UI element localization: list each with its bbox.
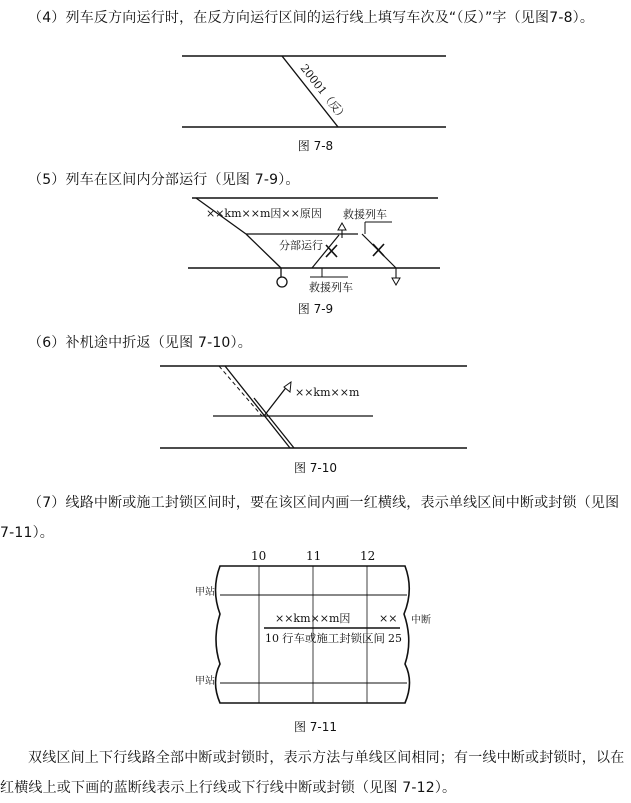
fig711-interrupt-label: 中断 — [411, 615, 431, 626]
fig79-caption: 图 7-9 — [297, 302, 334, 316]
fig711-closure-start: 10 — [265, 632, 279, 645]
fig711-reason-label: ××km××m因 — [275, 612, 351, 625]
paragraph-4: （4）列车反方向运行时，在反方向运行区间的运行线上填写车次及“（反）”字（见图7-8）。 — [28, 10, 595, 26]
paragraph-6: （6）补机途中折返（见图 7-10）。 — [28, 335, 252, 351]
fig711-station-bottom: 甲站 — [195, 676, 215, 687]
fig711-hour-12: 12 — [360, 549, 376, 563]
fig711-station-top: 甲站 — [195, 587, 215, 598]
fig79-rescue-bottom-label: 救援列车 — [309, 281, 353, 294]
fig79-location-label: ××km××m因××原因 — [206, 207, 322, 220]
fig710-caption: 图 7-10 — [293, 461, 338, 475]
paragraph-7: （7）线路中断或施工封锁区间时，要在该区间内画一红横线，表示单线区间中断或封锁（见图 7-11）。 — [0, 495, 620, 541]
fig79-split-label: 分部运行 — [279, 239, 323, 252]
fig711-caption: 图 7-11 — [293, 720, 338, 734]
paragraph-double-track: 双线区间上下行线路全部中断或封锁时，表示方法与单线区间相同；有一线中断或封锁时，以在红横线上或下画的蓝断线表示上行线或下行线中断或封锁（见图 7-12）。 — [0, 750, 625, 796]
fig711-hour-10: 10 — [251, 549, 267, 563]
fig711-closure-end: 25 — [388, 632, 402, 645]
fig711-closure-label: 行车或施工封锁区间 — [282, 632, 381, 645]
fig711-reason-tail: ×× — [379, 612, 398, 625]
fig78-train-label: 20001（反） — [297, 61, 350, 124]
paragraph-5: （5）列车在区间内分部运行（见图 7-9）。 — [28, 172, 300, 188]
fig79-rescue-top-label: 救援列车 — [343, 208, 387, 221]
fig78-caption: 图 7-8 — [297, 139, 334, 153]
fig711-hour-11: 11 — [306, 549, 322, 563]
fig710-location-label: ××km××m — [295, 386, 360, 399]
